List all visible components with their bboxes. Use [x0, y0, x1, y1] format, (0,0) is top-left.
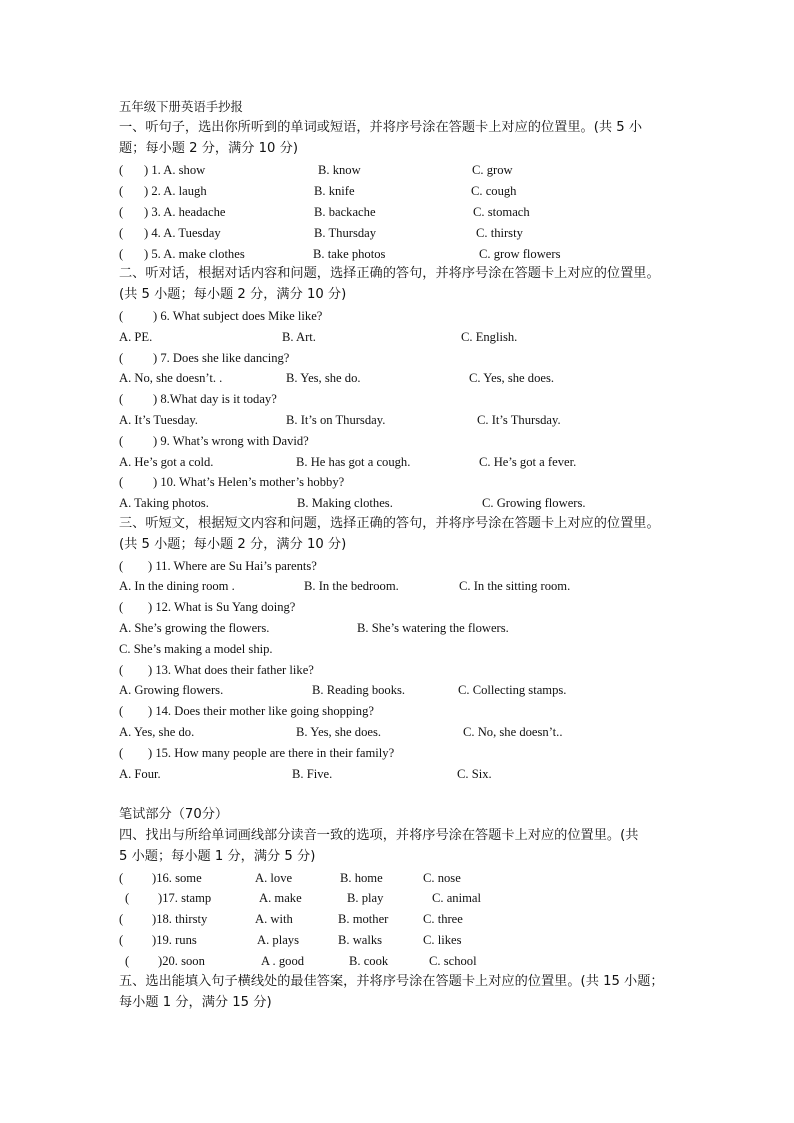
option-b: B. He has got a cough. — [296, 455, 411, 469]
question-text: ) 10. What’s Helen’s mother’s hobby? — [153, 475, 345, 489]
list-item — [119, 306, 698, 326]
section3-heading-line1: 三、听短文，根据短文内容和问题，选择正确的答句，并将序号涂在答题卡上对应的位置里。 — [119, 516, 660, 531]
question-text: ) 13. What does their father like? — [148, 663, 314, 677]
list-item — [119, 660, 698, 680]
answer-bracket: ( — [119, 704, 124, 718]
answer-bracket: ( — [119, 912, 124, 926]
option-c: C. nose — [423, 871, 461, 885]
list-item — [119, 431, 698, 451]
option-a: A. She’s growing the flowers. — [119, 621, 270, 635]
option-c: C. animal — [432, 891, 481, 905]
option-c: C. Yes, she does. — [469, 371, 555, 385]
list-item — [119, 493, 698, 513]
option-c: C. cough — [471, 184, 517, 198]
answer-bracket: ( — [119, 184, 124, 198]
list-item — [119, 597, 698, 617]
answer-bracket: ( — [119, 392, 124, 406]
list-item — [119, 639, 698, 659]
question-text: ) 11. Where are Su Hai’s parents? — [148, 559, 317, 573]
option-a: A. with — [255, 912, 293, 926]
written-part-heading: 笔试部分（70分） — [119, 807, 229, 822]
option-c: C. thirsty — [476, 226, 523, 240]
answer-bracket: ( — [119, 309, 124, 323]
option-c: C. three — [423, 912, 463, 926]
option-a: A. No, she doesn’t. . — [119, 371, 223, 385]
answer-bracket: ( — [119, 351, 124, 365]
question-text: ) 9. What’s wrong with David? — [153, 434, 309, 448]
section5-heading-line2: 每小题 1 分，满分 15 分) — [119, 995, 272, 1010]
option-a: A. love — [255, 871, 293, 885]
table-row — [119, 930, 698, 950]
question-option-a: ) 3. A. headache — [144, 205, 226, 219]
answer-bracket: ( — [119, 600, 124, 614]
answer-bracket: ( — [119, 205, 124, 219]
option-c: C. No, she doesn’t.. — [463, 725, 563, 739]
option-a: A. Yes, she do. — [119, 725, 195, 739]
list-item — [119, 160, 698, 180]
list-item — [119, 181, 698, 201]
option-a: A. make — [259, 891, 302, 905]
question-text: ) 6. What subject does Mike like? — [153, 309, 323, 323]
option-b: B. Yes, she does. — [296, 725, 382, 739]
answer-bracket: ( — [119, 475, 124, 489]
question-text: ) 14. Does their mother like going shopping? — [148, 704, 374, 718]
list-item — [119, 743, 698, 763]
option-b: B. knife — [314, 184, 355, 198]
option-a: A. He’s got a cold. — [119, 455, 214, 469]
option-b: B. mother — [338, 912, 389, 926]
answer-bracket: ( — [119, 871, 124, 885]
option-c: C. Collecting stamps. — [458, 683, 567, 697]
option-c: C. It’s Thursday. — [477, 413, 561, 427]
option-c: C. likes — [423, 933, 462, 947]
table-row — [119, 951, 698, 971]
question-option-a: ) 5. A. make clothes — [144, 247, 245, 261]
option-b: B. know — [318, 163, 361, 177]
option-b: B. walks — [338, 933, 383, 947]
list-item — [119, 452, 698, 472]
list-item — [119, 618, 698, 638]
question-text: ) 8.What day is it today? — [153, 392, 277, 406]
list-item — [119, 327, 698, 347]
option-c: C. grow — [472, 163, 513, 177]
doc-title: 五年级下册英语手抄报 — [119, 99, 243, 114]
answer-bracket: ( — [119, 746, 124, 760]
option-a: A. Four. — [119, 767, 161, 781]
list-item — [119, 348, 698, 368]
list-item — [119, 556, 698, 576]
option-b: B. Thursday — [314, 226, 377, 240]
option-b: B. Art. — [282, 330, 316, 344]
option-c: C. English. — [461, 330, 518, 344]
option-c: C. grow flowers — [479, 247, 561, 261]
list-item — [119, 576, 698, 596]
answer-bracket: ( — [119, 247, 124, 261]
section2-heading-line1: 二、听对话，根据对话内容和问题，选择正确的答句，并将序号涂在答题卡上对应的位置里。 — [119, 266, 660, 281]
option-a: A. PE. — [119, 330, 153, 344]
option-b: B. Yes, she do. — [286, 371, 361, 385]
question-option-a: ) 1. A. show — [144, 163, 206, 177]
answer-bracket: ( — [119, 163, 124, 177]
option-a: A. Taking photos. — [119, 496, 209, 510]
question-text: ) 12. What is Su Yang doing? — [148, 600, 296, 614]
option-b: B. cook — [349, 954, 389, 968]
option-c: C. Growing flowers. — [482, 496, 586, 510]
list-item — [119, 680, 698, 700]
answer-bracket: ( — [125, 954, 130, 968]
option-c: C. stomach — [473, 205, 530, 219]
section5-heading-line1: 五、选出能填入句子横线处的最佳答案，并将序号涂在答题卡上对应的位置里。(共 15 小题； — [119, 974, 664, 989]
list-item — [119, 244, 698, 264]
option-b: B. home — [340, 871, 383, 885]
list-item — [119, 368, 698, 388]
table-row — [119, 868, 698, 888]
option-a: A. In the dining room . — [119, 579, 235, 593]
question-text: ) 7. Does she like dancing? — [153, 351, 290, 365]
section4-heading-line2: 5 小题；每小题 1 分，满分 5 分) — [119, 849, 316, 864]
option-b: B. backache — [314, 205, 376, 219]
question-word: )18. thirsty — [152, 912, 208, 926]
question-text: ) 15. How many people are there in their family? — [148, 746, 395, 760]
option-b: B. play — [347, 891, 384, 905]
option-c: C. He’s got a fever. — [479, 455, 577, 469]
question-option-a: ) 4. A. Tuesday — [144, 226, 221, 240]
question-word: )20. soon — [158, 954, 205, 968]
option-a: A . good — [261, 954, 305, 968]
section1-heading-line1: 一、听句子，选出你所听到的单词或短语，并将序号涂在答题卡上对应的位置里。(共 5 小 — [119, 120, 643, 135]
list-item — [119, 389, 698, 409]
option-a: A. Growing flowers. — [119, 683, 224, 697]
list-item — [119, 701, 698, 721]
section1-heading-line2: 题；每小题 2 分，满分 10 分) — [119, 141, 298, 156]
section2-heading-line2: (共 5 小题；每小题 2 分，满分 10 分) — [119, 287, 347, 302]
question-word: )16. some — [152, 871, 202, 885]
list-item — [119, 202, 698, 222]
option-b: B. Making clothes. — [297, 496, 393, 510]
answer-bracket: ( — [119, 434, 124, 448]
table-row — [119, 888, 698, 908]
list-item — [119, 223, 698, 243]
answer-bracket: ( — [119, 559, 124, 573]
option-a: A. plays — [257, 933, 299, 947]
list-item — [119, 410, 698, 430]
answer-bracket: ( — [119, 226, 124, 240]
option-b: B. Five. — [292, 767, 333, 781]
option-c: C. school — [429, 954, 477, 968]
option-b: B. It’s on Thursday. — [286, 413, 386, 427]
list-item — [119, 764, 698, 784]
answer-bracket: ( — [119, 933, 124, 947]
answer-bracket: ( — [125, 891, 130, 905]
section3-heading-line2: (共 5 小题；每小题 2 分，满分 10 分) — [119, 537, 347, 552]
option-c: C. Six. — [457, 767, 492, 781]
answer-bracket: ( — [119, 663, 124, 677]
list-item — [119, 722, 698, 742]
list-item — [119, 472, 698, 492]
table-row — [119, 909, 698, 929]
option-b: B. She’s watering the flowers. — [357, 621, 509, 635]
option-b: B. Reading books. — [312, 683, 406, 697]
option-c: C. In the sitting room. — [459, 579, 571, 593]
option-c: C. She’s making a model ship. — [119, 642, 273, 656]
option-a: A. It’s Tuesday. — [119, 413, 198, 427]
option-b: B. take photos — [313, 247, 386, 261]
question-word: )17. stamp — [158, 891, 212, 905]
question-option-a: ) 2. A. laugh — [144, 184, 207, 198]
section4-heading-line1: 四、找出与所给单词画线部分读音一致的选项，并将序号涂在答题卡上对应的位置里。(共 — [119, 828, 639, 843]
question-word: )19. runs — [152, 933, 197, 947]
option-b: B. In the bedroom. — [304, 579, 399, 593]
